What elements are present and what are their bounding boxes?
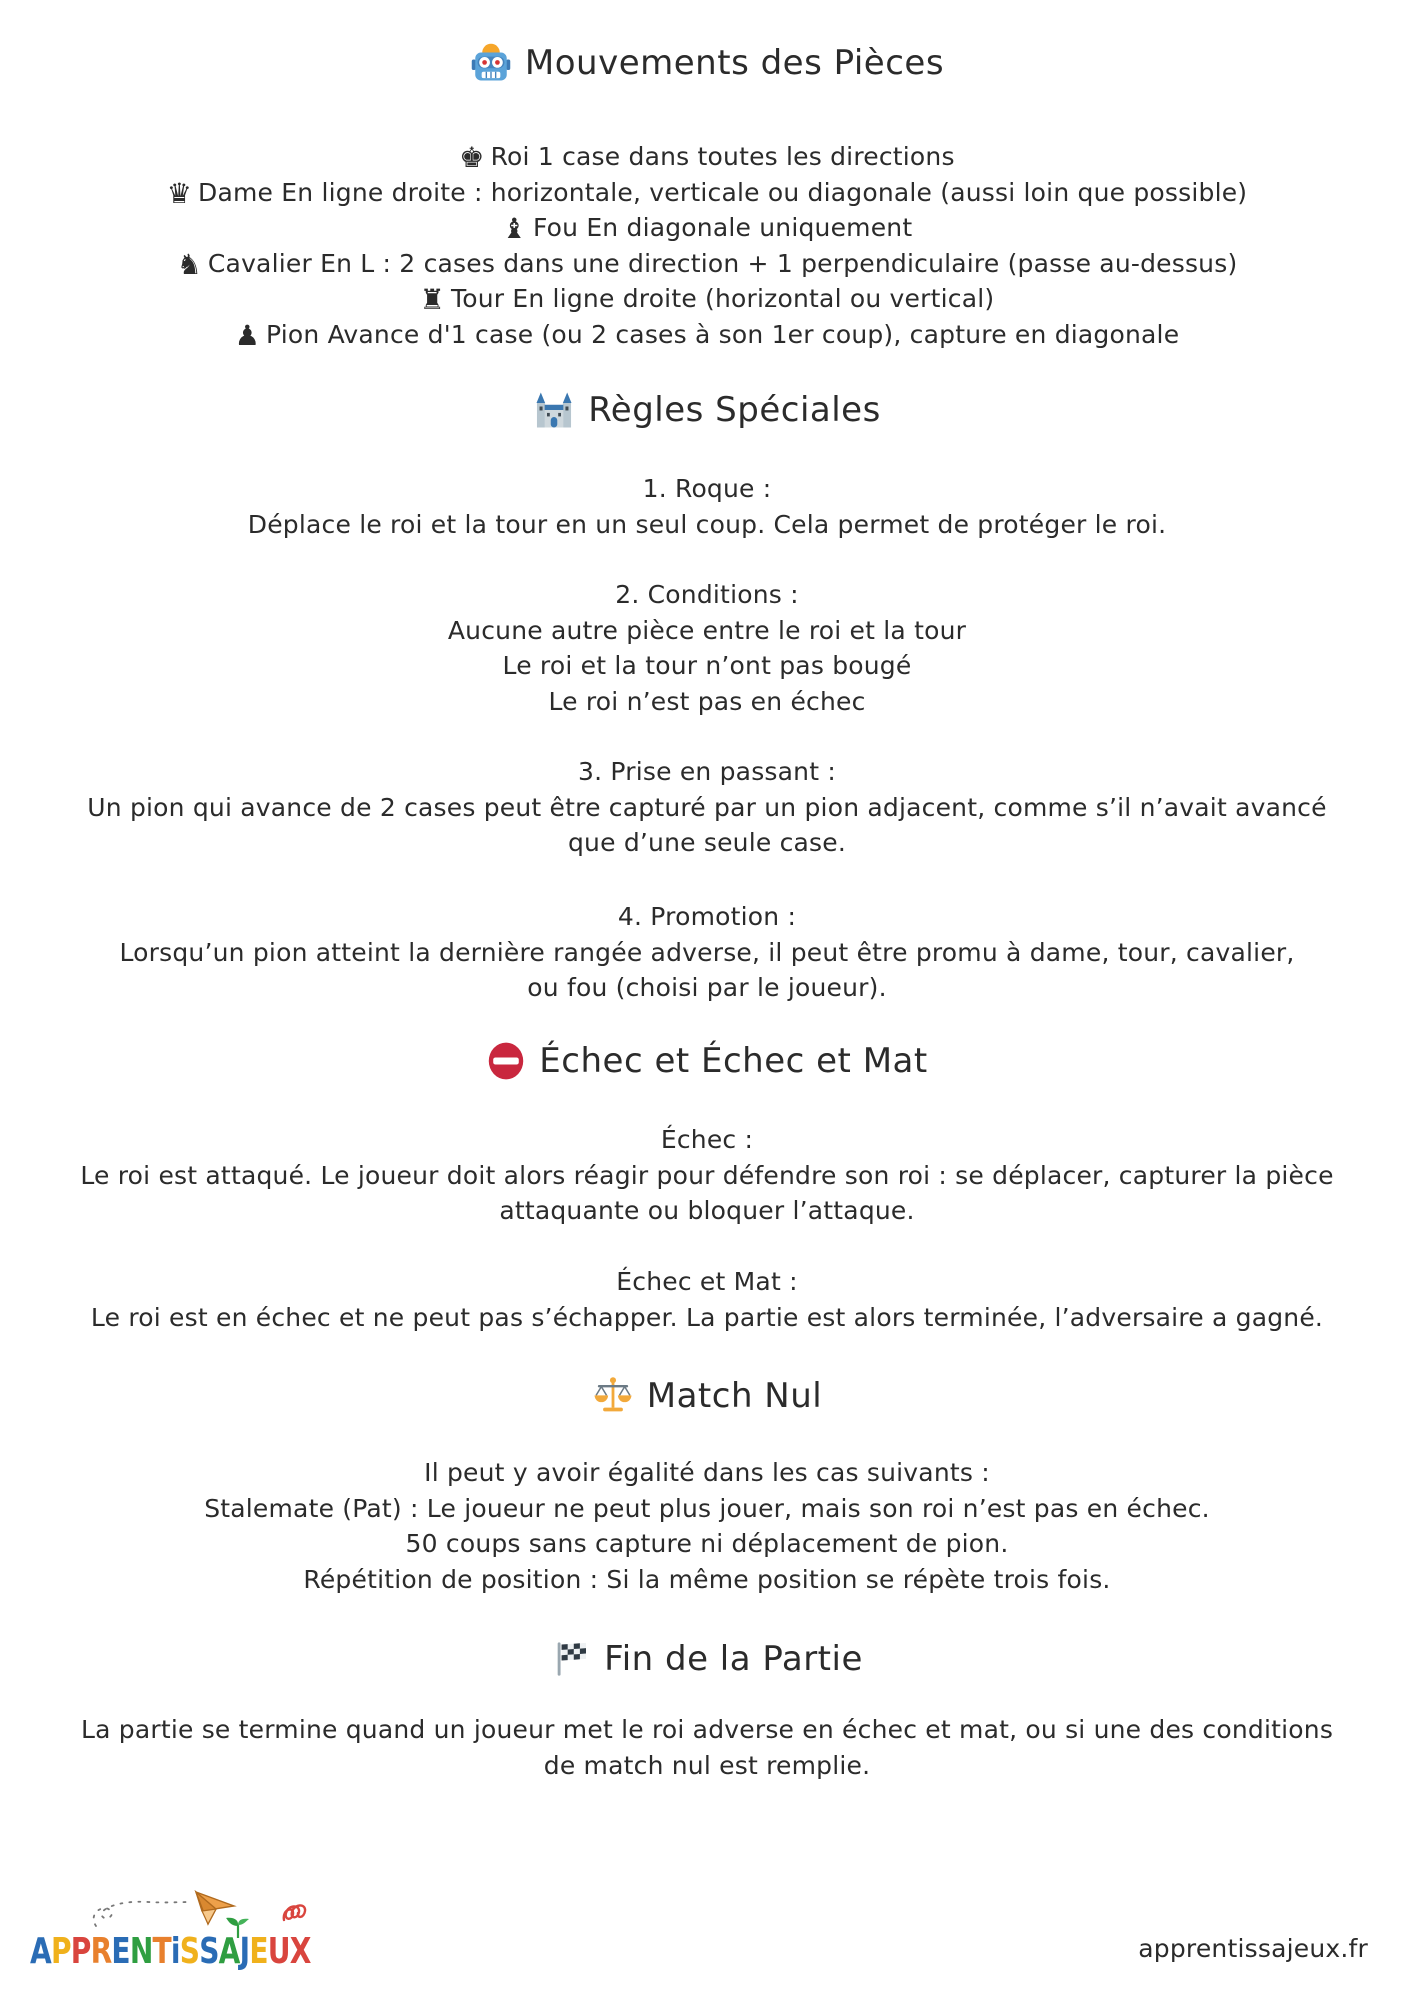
logo-wordmark: APPRENTiSSAJEUX: [30, 1931, 311, 1972]
heading-regles-speciales: [0, 384, 1414, 436]
rook-icon: ♜: [419, 283, 445, 316]
rule-text-line: Lorsqu’un pion atteint la dernière rangée adverse, il peut être promu à dame, tour, cavalier,: [119, 937, 1295, 967]
list-item-fou: ♝ Fou En diagonale uniquement: [501, 212, 913, 245]
rule-text-line: Le roi et la tour n’ont pas bougé: [502, 651, 912, 680]
heading-mouvements: [0, 37, 1414, 89]
heading-text-fin: Fin de la Partie: [604, 1639, 863, 1679]
piece-movements-list: [0, 139, 1414, 352]
check-block: [0, 1122, 1414, 1229]
king-icon: ♚: [459, 141, 485, 174]
squiggle-icon: [284, 1905, 305, 1920]
rule-title: 1. Roque :: [642, 474, 772, 503]
list-item-roi: ♚ Roi 1 case dans toutes les directions: [459, 141, 955, 174]
robot-icon: [470, 42, 512, 84]
pawn-icon: ♟: [234, 318, 261, 352]
heading-match-nul: [0, 1370, 1414, 1422]
balance-scale-icon: [592, 1375, 634, 1417]
apprentissajeux-logo[interactable]: [28, 1876, 340, 1976]
rule-text-line: Aucune autre pièce entre le roi et la tour: [447, 615, 967, 645]
draw-cases-block: [0, 1455, 1414, 1597]
rule-title: Échec :: [660, 1125, 754, 1154]
end-of-game-block: [0, 1712, 1414, 1783]
rule-title: Échec et Mat :: [616, 1267, 798, 1296]
draw-line: Il peut y avoir égalité dans les cas suivants :: [424, 1458, 990, 1487]
heading-text-regles: Règles Spéciales: [588, 390, 881, 430]
rule-text-line: Déplace le roi et la tour en un seul coup. Cela permet de protéger le roi.: [247, 509, 1167, 539]
heading-text-match-nul: Match Nul: [646, 1376, 823, 1416]
rule-text-line: Le roi est attaqué. Le joueur doit alors réagir pour défendre son roi : se déplacer, capturer la pièce: [80, 1160, 1334, 1190]
draw-line: 50 coups sans capture ni déplacement de pion.: [405, 1529, 1009, 1558]
no-entry-icon: [486, 1041, 526, 1081]
end-line: de match nul est remplie.: [543, 1750, 871, 1780]
rule-roque: [0, 471, 1414, 542]
heading-echec: [0, 1035, 1414, 1087]
site-url-link[interactable]: apprentissajeux.fr: [1138, 1934, 1368, 1963]
end-line: La partie se termine quand un joueur met le roi adverse en échec et mat, ou si une des conditions: [80, 1715, 1334, 1744]
heading-text-mouvements: Mouvements des Pièces: [524, 43, 945, 83]
bishop-icon: ♝: [501, 212, 527, 245]
rule-title: 2. Conditions :: [615, 580, 799, 609]
list-item-cavalier: ♞ Cavalier En L : 2 cases dans une direction + 1 perpendiculaire (passe au-dessus): [176, 247, 1238, 281]
rule-title: 4. Promotion :: [617, 902, 797, 931]
draw-line: Répétition de position : Si la même position se répète trois fois.: [303, 1564, 1111, 1594]
list-item-dame: ♛ Dame En ligne droite : horizontale, verticale ou diagonale (aussi loin que possible): [166, 176, 1248, 210]
rule-conditions: [0, 577, 1414, 719]
rule-title: 3. Prise en passant :: [578, 757, 836, 786]
heading-text-echec: Échec et Échec et Mat: [539, 1041, 928, 1081]
queen-icon: ♛: [166, 176, 193, 210]
knight-icon: ♞: [176, 247, 202, 281]
draw-line: Stalemate (Pat) : Le joueur ne peut plus jouer, mais son roi n’est pas en échec.: [204, 1493, 1210, 1523]
list-item-pion: ♟ Pion Avance d'1 case (ou 2 cases à son 1er coup), capture en diagonale: [234, 318, 1180, 352]
checkmate-block: [0, 1264, 1414, 1335]
rule-text-line: ou fou (choisi par le joueur).: [527, 973, 887, 1002]
rule-prise-en-passant: [0, 754, 1414, 861]
castle-icon: [533, 389, 575, 431]
rule-text-line: Le roi est en échec et ne peut pas s’échapper. La partie est alors terminée, l’adversaire a gagné.: [90, 1302, 1324, 1332]
checkered-flag-icon: [551, 1639, 591, 1679]
heading-fin-partie: [0, 1633, 1414, 1685]
rule-text-line: Le roi n’est pas en échec: [548, 686, 866, 716]
rule-text-line: attaquante ou bloquer l’attaque.: [499, 1196, 915, 1225]
rule-text-line: que d’une seule case.: [567, 828, 847, 857]
list-item-tour: ♜ Tour En ligne droite (horizontal ou vertical): [419, 283, 995, 316]
rule-promotion: [0, 899, 1414, 1006]
rule-text-line: Un pion qui avance de 2 cases peut être capturé par un pion adjacent, comme s’il n’avait avancé: [87, 792, 1327, 822]
paper-plane-icon: [86, 1890, 326, 1936]
